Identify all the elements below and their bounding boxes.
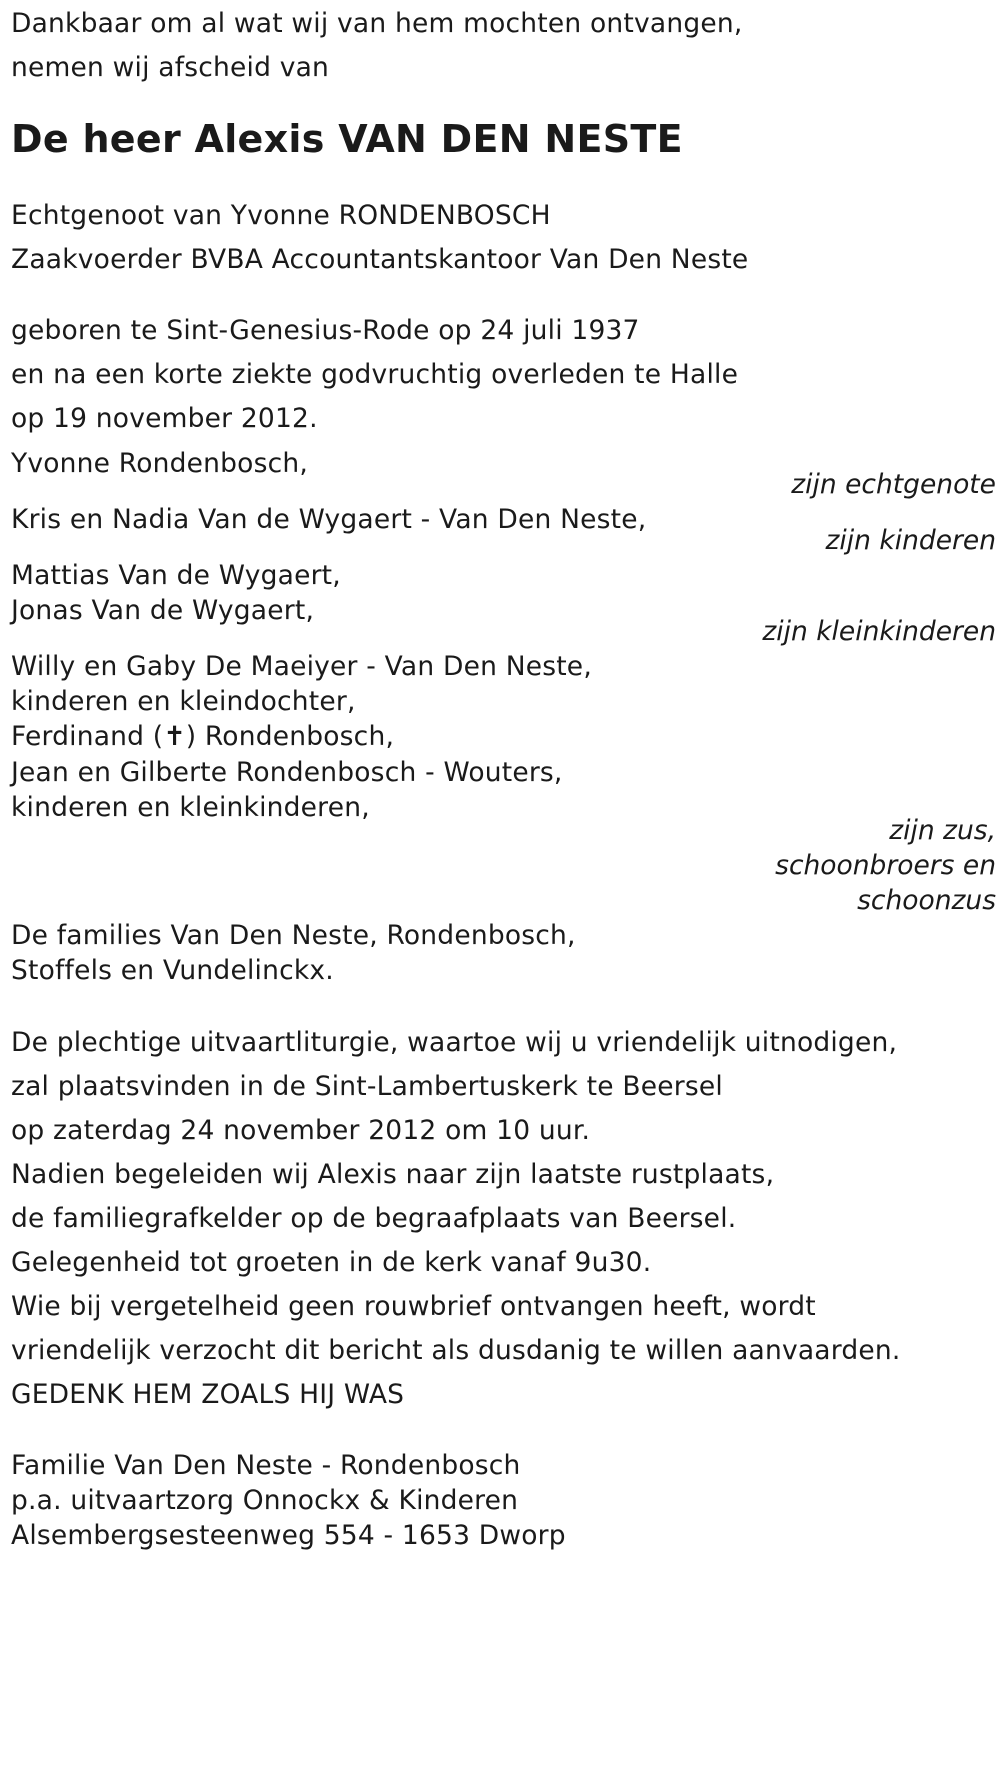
role-line-2: Zaakvoerder BVBA Accountantskantoor Van Den Neste (11, 244, 749, 275)
intro-line-1: Dankbaar om al wat wij van hem mochten ontvangen, (11, 8, 743, 39)
mourner-sibling-line-1: Willy en Gaby De Maeiyer - Van Den Neste, (11, 651, 592, 682)
relation-siblings-line-2: schoonbroers en (775, 850, 996, 881)
ceremony-line-5: de familiegrafkelder op de begraafplaats van Beersel. (11, 1203, 737, 1234)
ceremony-line-8: vriendelijk verzocht dit bericht als dusdanig te willen aanvaarden. (11, 1335, 901, 1366)
relation-grandchildren: zijn kleinkinderen (762, 616, 996, 647)
mourner-sibling-line-5: kinderen en kleinkinderen, (11, 792, 370, 823)
ceremony-line-2: zal plaatsvinden in de Sint-Lambertuskerk te Beersel (11, 1071, 723, 1102)
relation-spouse: zijn echtgenote (791, 469, 996, 500)
mourner-spouse: Yvonne Rondenbosch, (11, 448, 308, 479)
mourner-sibling-line-3: Ferdinand (✝) Rondenbosch, (11, 721, 395, 752)
relation-siblings-line-1: zijn zus, (889, 815, 996, 846)
mourner-families-line-1: De families Van Den Neste, Rondenbosch, (11, 920, 576, 951)
role-line-1: Echtgenoot van Yvonne RONDENBOSCH (11, 200, 551, 231)
deceased-name: De heer Alexis VAN DEN NESTE (11, 117, 683, 161)
mourner-children: Kris en Nadia Van de Wygaert - Van Den Neste, (11, 504, 647, 535)
ceremony-line-6: Gelegenheid tot groeten in de kerk vanaf 9u30. (11, 1247, 652, 1278)
ceremony-line-7: Wie bij vergetelheid geen rouwbrief ontvangen heeft, wordt (11, 1291, 816, 1322)
mourner-sibling-line-4: Jean en Gilberte Rondenbosch - Wouters, (11, 757, 563, 788)
contact-line-1: Familie Van Den Neste - Rondenbosch (11, 1450, 521, 1481)
relation-siblings-line-3: schoonzus (857, 885, 996, 916)
dates-line-1: geboren te Sint-Genesius-Rode op 24 juli 1937 (11, 315, 640, 346)
dates-line-3: op 19 november 2012. (11, 403, 318, 434)
intro-line-2: nemen wij afscheid van (11, 52, 330, 83)
dates-line-2: en na een korte ziekte godvruchtig overleden te Halle (11, 359, 739, 390)
ceremony-line-9: GEDENK HEM ZOALS HIJ WAS (11, 1379, 405, 1410)
ceremony-line-3: op zaterdag 24 november 2012 om 10 uur. (11, 1115, 591, 1146)
relation-children: zijn kinderen (825, 525, 996, 556)
mourner-grandchild-2: Jonas Van de Wygaert, (11, 595, 315, 626)
mourner-sibling-line-2: kinderen en kleindochter, (11, 686, 356, 717)
contact-line-2: p.a. uitvaartzorg Onnockx & Kinderen (11, 1485, 519, 1516)
ceremony-line-4: Nadien begeleiden wij Alexis naar zijn laatste rustplaats, (11, 1159, 775, 1190)
mourner-grandchild-1: Mattias Van de Wygaert, (11, 560, 341, 591)
ceremony-line-1: De plechtige uitvaartliturgie, waartoe wij u vriendelijk uitnodigen, (11, 1027, 898, 1058)
mourner-families-line-2: Stoffels en Vundelinckx. (11, 955, 334, 986)
contact-line-3: Alsembergsesteenweg 554 - 1653 Dworp (11, 1520, 566, 1551)
